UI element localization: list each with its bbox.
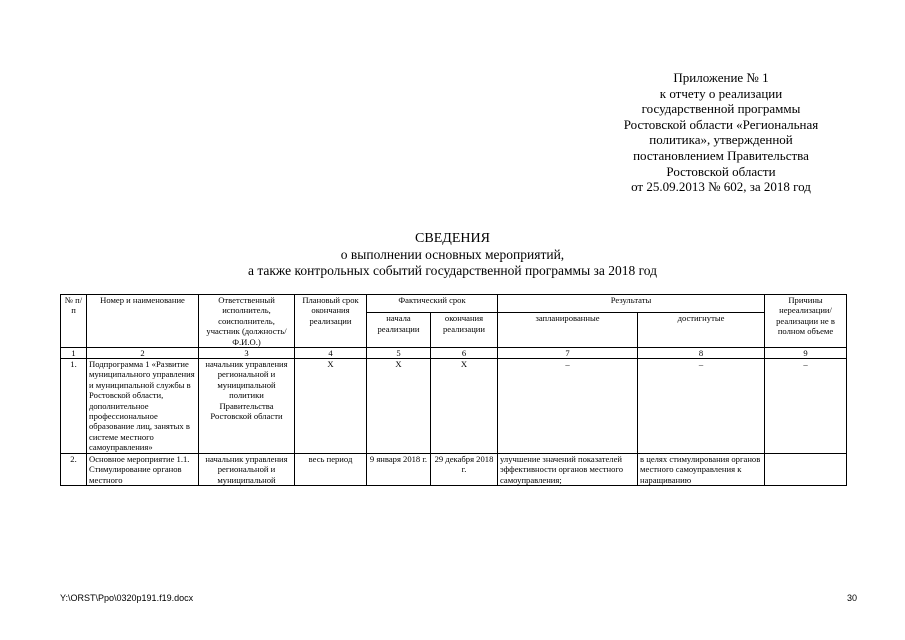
header-results: Результаты (498, 295, 765, 313)
column-number: 4 (295, 348, 367, 359)
column-number: 8 (638, 348, 765, 359)
row-achieved: в целях стимулирования органов местного самоуправления к наращиванию (638, 453, 765, 485)
header-actual-start: начала реализации (367, 313, 431, 348)
document-title (0, 231, 905, 279)
header-actual-end: окончания реализации (431, 313, 498, 348)
annex-block (591, 70, 851, 195)
annex-line: постановлением Правительства (633, 147, 809, 163)
header-achieved: достигнутые (638, 313, 765, 348)
footer-page-number: 30 (846, 593, 857, 603)
row-responsible: начальник управления региональной и муниципальной политики Правительства Ростовской области (199, 359, 295, 454)
column-number: 1 (61, 348, 87, 359)
footer-file-path: Y:\ORST\Ppo\0320p191.f19.docx (60, 593, 194, 603)
header-actual: Фактический срок (367, 295, 498, 313)
annex-line: политика», утвержденной (649, 132, 793, 148)
title-subline: а также контрольных событий государственной программы за 2018 год (247, 263, 658, 278)
header-name: Номер и наименование (87, 295, 199, 348)
annex-line: Приложение № 1 (673, 70, 769, 85)
report-table (60, 294, 847, 486)
annex-line: Ростовской области «Региональная (623, 116, 819, 132)
row-planned: улучшение значений показателей эффективности органов местного самоуправления; (498, 453, 638, 485)
row-planned: – (498, 359, 638, 454)
row-actual-end: Х (431, 359, 498, 454)
header-num: № п/п (61, 295, 87, 348)
row-planned-end: Х (295, 359, 367, 454)
row-actual-start: Х (367, 359, 431, 454)
title-subline: о выполнении основных мероприятий, (340, 247, 565, 262)
annex-line: Ростовской области (666, 163, 776, 179)
table-row (61, 359, 847, 454)
annex-line: к отчету о реализации (659, 85, 783, 101)
table-row (61, 453, 847, 485)
header-planned: запланированные (498, 313, 638, 348)
column-number: 9 (765, 348, 847, 359)
row-reasons: – (765, 359, 847, 454)
row-actual-end: 29 декабря 2018 г. (431, 453, 498, 485)
header-row (61, 295, 847, 313)
column-number: 5 (367, 348, 431, 359)
header-responsible: Ответственный исполнитель, соисполнитель, участник (должность/ Ф.И.О.) (199, 295, 295, 348)
row-name: Подпрограмма 1 «Развитие муниципального управления и муниципальной службы в Ростовской области, дополнительное профессиональное образование лиц, занятых в системе местного самоуправления» (87, 359, 199, 454)
row-num: 2. (61, 453, 87, 485)
column-number: 2 (87, 348, 199, 359)
title-heading: СВЕДЕНИЯ (415, 231, 490, 246)
row-responsible: начальник управления региональной и муниципальной (199, 453, 295, 485)
header-planned-end: Плановый срок окончания реализации (295, 295, 367, 348)
column-number: 3 (199, 348, 295, 359)
column-number-row (61, 348, 847, 359)
row-num: 1. (61, 359, 87, 454)
row-reasons (765, 453, 847, 485)
row-name: Основное мероприятие 1.1. Стимулирование органов местного (87, 453, 199, 485)
row-actual-start: 9 января 2018 г. (367, 453, 431, 485)
annex-line: государственной программы (641, 101, 801, 117)
row-achieved: – (638, 359, 765, 454)
header-reasons: Причины нереализации/ реализации не в полном объеме (765, 295, 847, 348)
column-number: 7 (498, 348, 638, 359)
annex-line: от 25.09.2013 № 602, за 2018 год (631, 179, 811, 195)
row-planned-end: весь период (295, 453, 367, 485)
column-number: 6 (431, 348, 498, 359)
